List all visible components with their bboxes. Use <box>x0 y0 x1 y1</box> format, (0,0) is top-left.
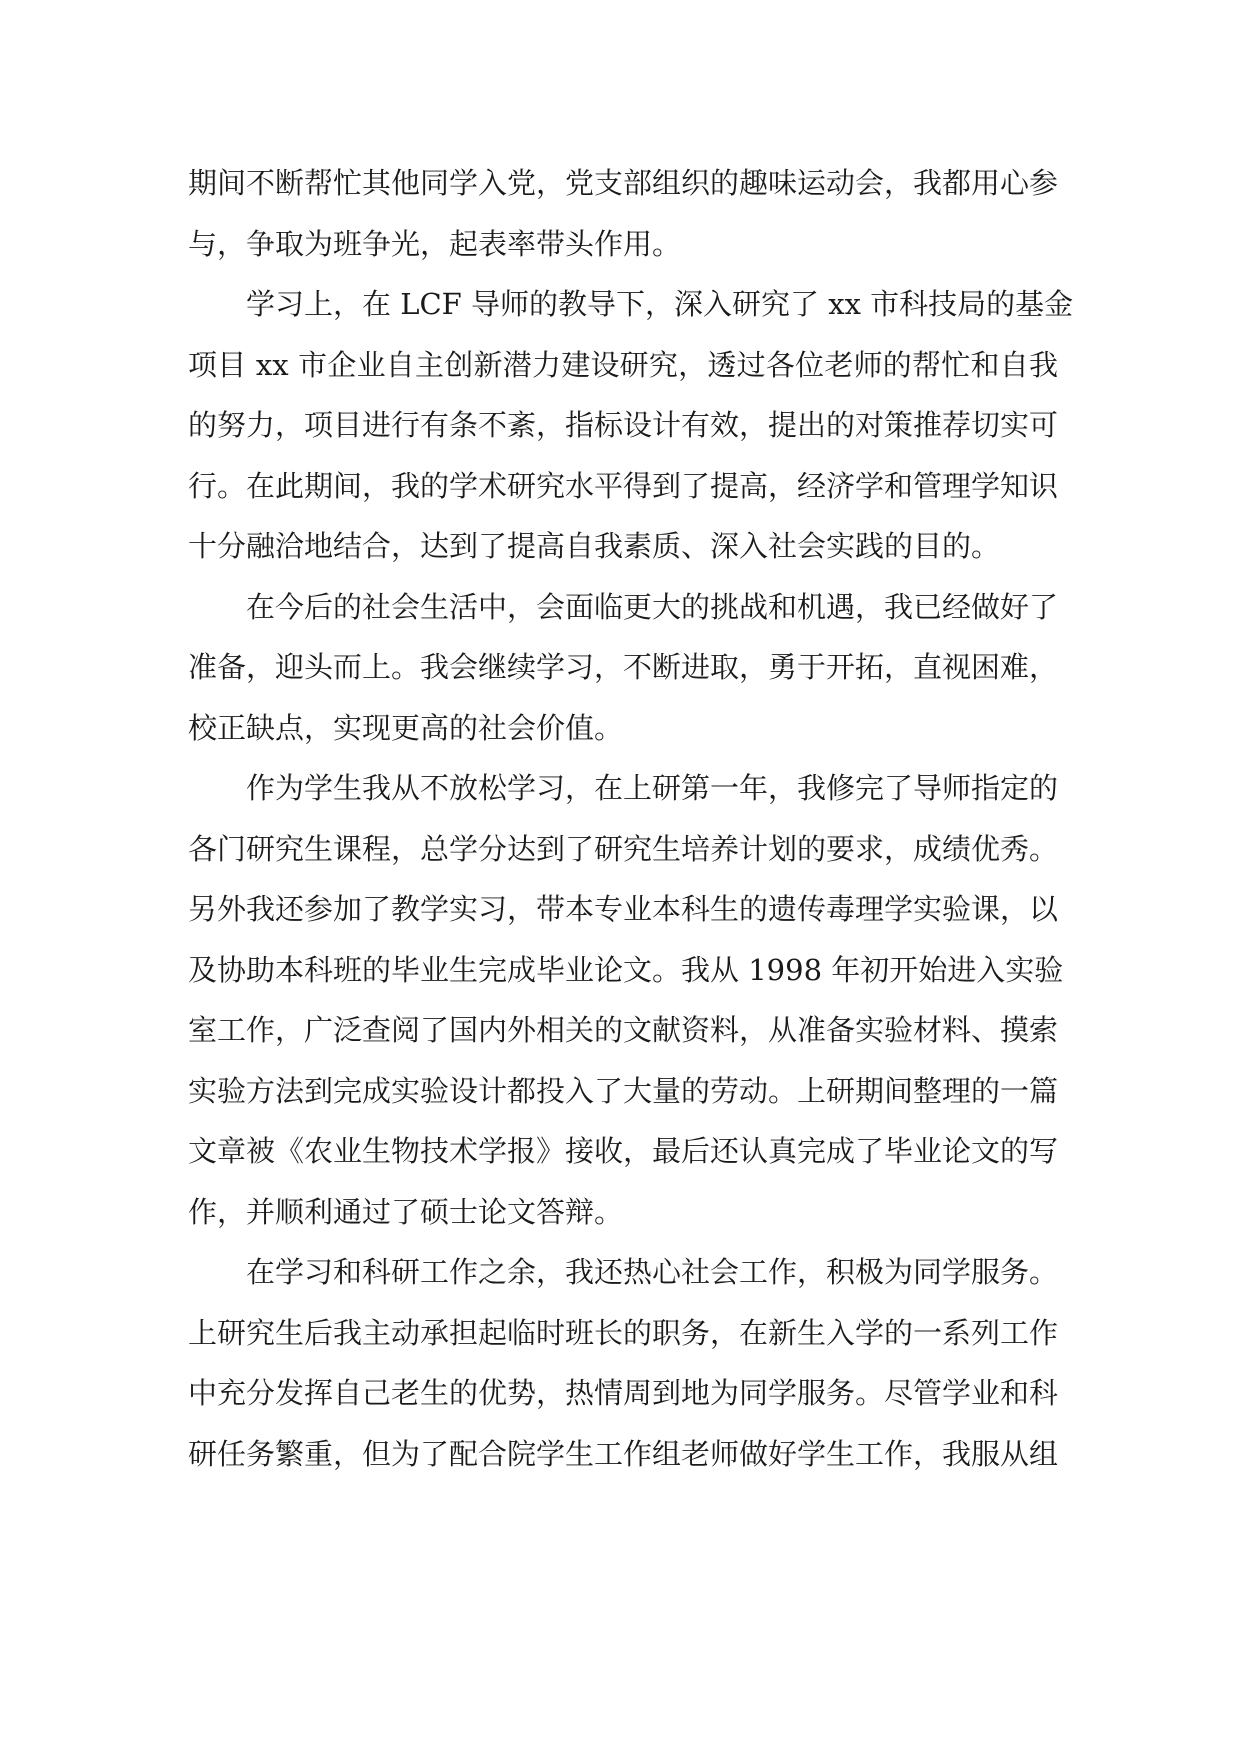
text-line: 期间不断帮忙其他同学入党，党支部组织的趣味运动会，我都用心参 <box>188 166 1059 200</box>
text-line: 研任务繁重，但为了配合院学生工作组老师做好学生工作，我服从组 <box>188 1436 1059 1471</box>
text-line: 项目 xx 市企业自主创新潜力建设研究，透过各位老师的帮忙和自我 <box>188 347 1058 382</box>
text-line: 作，并顺利通过了硕士论文答辩。 <box>188 1194 624 1229</box>
text-line: 准备，迎头而上。我会继续学习，不断进取，勇于开拓，直视困难， <box>188 650 1059 684</box>
paragraph <box>188 1242 1058 1484</box>
text-line: 室工作，广泛查阅了国内外相关的文献资料，从准备实验材料、摸索 <box>188 1013 1059 1047</box>
text-line: 十分融洽地结合，达到了提高自我素质、深入社会实践的目的。 <box>188 529 1001 563</box>
text-line: 中充分发挥自己老生的优势，热情周到地为同学服务。尽管学业和科 <box>188 1376 1059 1410</box>
text-line: 在今后的社会生活中，会面临更大的挑战和机遇，我已经做好了 <box>246 589 1059 624</box>
text-line: 文章被《农业生物技术学报》接收，最后还认真完成了毕业论文的写 <box>188 1134 1059 1168</box>
body-text <box>188 153 1074 1484</box>
text-line: 另外我还参加了教学实习，带本专业本科生的遗传毒理学实验课，以 <box>188 892 1059 926</box>
paragraph <box>188 153 1058 274</box>
text-line: 行。在此期间，我的学术研究水平得到了提高，经济学和管理学知识 <box>188 468 1059 503</box>
text-line: 及协助本科班的毕业生完成毕业论文。我从 1998 年初开始进入实验 <box>188 952 1064 987</box>
paragraph <box>188 274 1074 577</box>
paragraph <box>188 577 1058 759</box>
paragraph <box>188 758 1064 1242</box>
text-line: 学习上，在 LCF 导师的教导下，深入研究了 xx 市科技局的基金 <box>246 287 1074 321</box>
text-line: 各门研究生课程，总学分达到了研究生培养计划的要求，成绩优秀。 <box>188 831 1059 866</box>
text-line: 的努力，项目进行有条不紊，指标设计有效，提出的对策推荐切实可 <box>188 408 1059 442</box>
text-line: 上研究生后我主动承担起临时班长的职务，在新生入学的一系列工作 <box>188 1315 1059 1350</box>
text-line: 与，争取为班争光，起表率带头作用。 <box>188 226 682 261</box>
text-line: 作为学生我从不放松学习，在上研第一年，我修完了导师指定的 <box>246 771 1059 805</box>
text-line: 在学习和科研工作之余，我还热心社会工作，积极为同学服务。 <box>246 1255 1059 1289</box>
text-line: 实验方法到完成实验设计都投入了大量的劳动。上研期间整理的一篇 <box>188 1073 1059 1108</box>
text-line: 校正缺点，实现更高的社会价值。 <box>188 710 624 745</box>
